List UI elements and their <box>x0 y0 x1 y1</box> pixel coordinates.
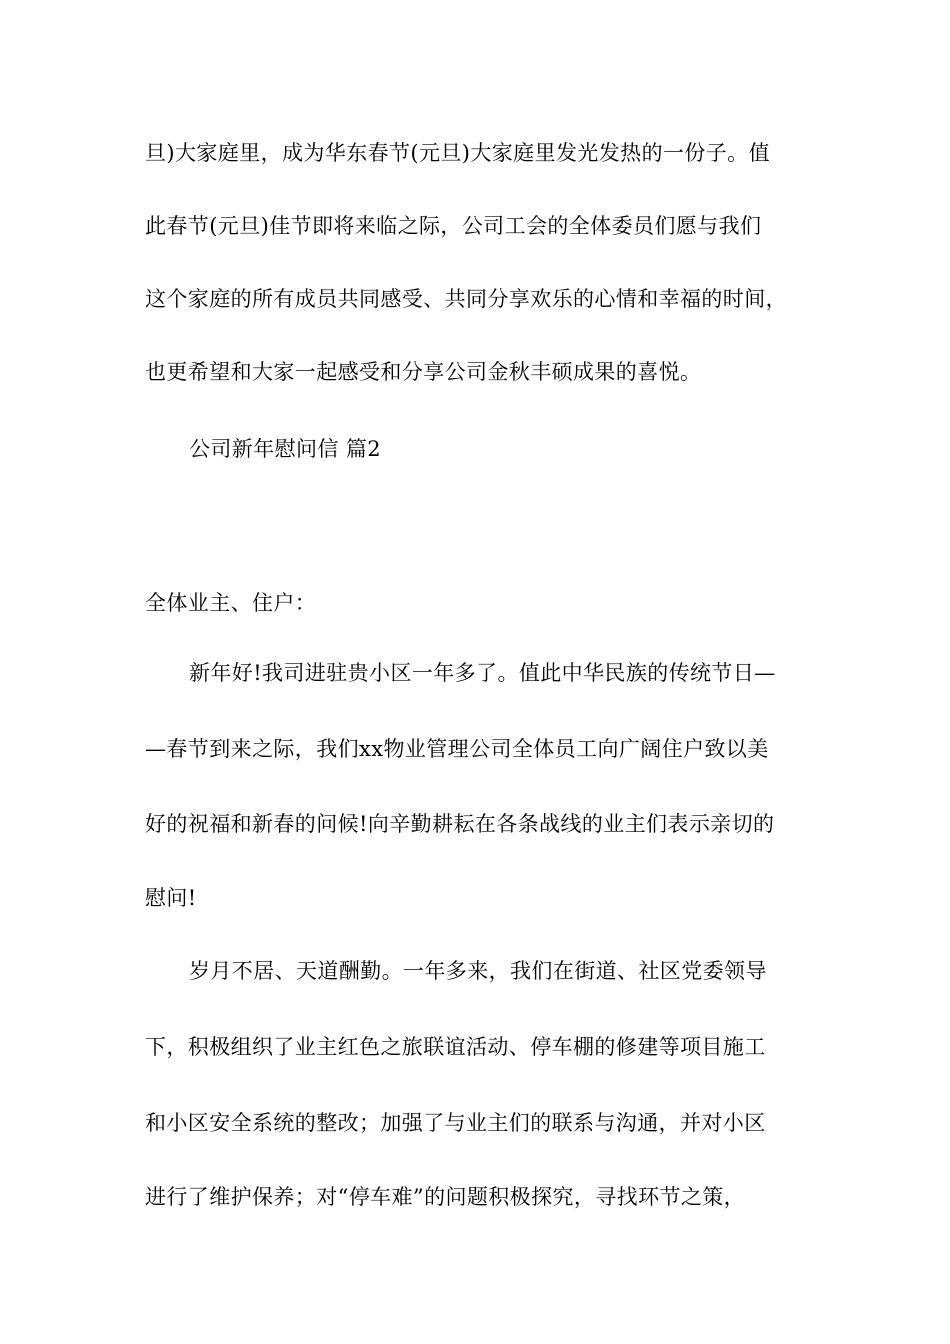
paragraph-line: 此春节(元旦)佳节即将来临之际，公司工会的全体委员们愿与我们 <box>145 214 762 238</box>
paragraph-line: 慰问! <box>145 886 197 910</box>
section-heading: 公司新年慰问信 篇2 <box>189 437 382 461</box>
paragraph-line: 旦)大家庭里，成为华东春节(元旦)大家庭里发光发热的一份子。值 <box>145 141 770 165</box>
paragraph-line: 也更希望和大家一起感受和分享公司金秋丰硕成果的喜悦。 <box>145 360 702 384</box>
paragraph-line: 好的祝福和新春的问候!向辛勤耕耘在各条战线的业主们表示亲切的 <box>145 812 775 836</box>
paragraph-line: 和小区安全系统的整改；加强了与业主们的联系与沟通，并对小区 <box>145 1111 766 1135</box>
paragraph-line: —春节到来之际，我们xx物业管理公司全体员工向广阔住户致以美 <box>145 737 769 761</box>
paragraph-line: 这个家庭的所有成员共同感受、共同分享欢乐的心情和幸福的时间， <box>145 287 787 311</box>
paragraph-line: 下，积极组织了业主红色之旅联谊活动、停车棚的修建等项目施工 <box>145 1035 766 1059</box>
paragraph-line: 进行了维护保养；对“停车难”的问题积极探究，寻找环节之策， <box>145 1185 746 1209</box>
paragraph-line: 岁月不居、天道酬勤。一年多来，我们在街道、社区党委领导 <box>189 959 767 983</box>
paragraph-line: 新年好!我司进驻贵小区一年多了。值此中华民族的传统节日— <box>189 661 776 685</box>
salutation: 全体业主、住户： <box>145 591 317 615</box>
